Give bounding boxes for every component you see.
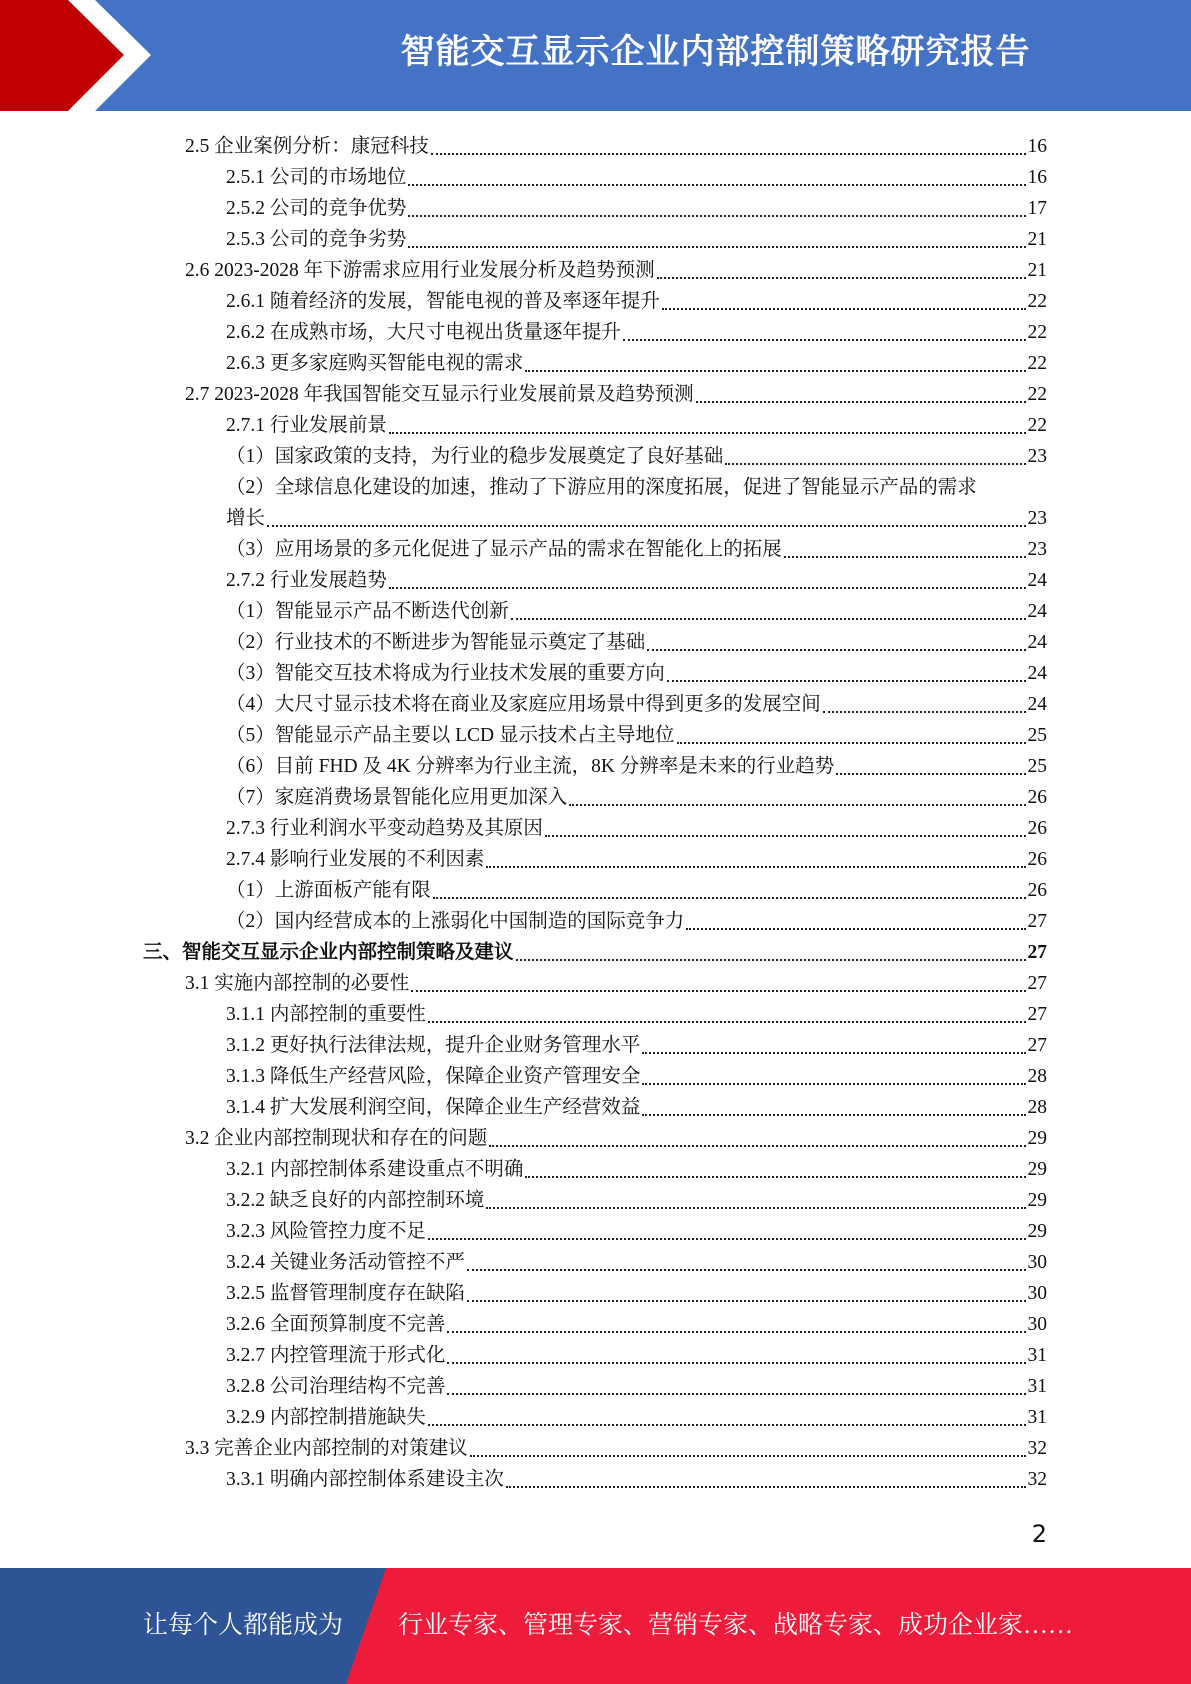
toc-entry-page: 26 — [1027, 787, 1047, 808]
toc-entry-page: 24 — [1027, 694, 1047, 715]
report-title: 智能交互显示企业内部控制策略研究报告 — [400, 32, 1031, 72]
toc-leader-dots — [516, 955, 1026, 961]
toc-entry[interactable] — [226, 1306, 1047, 1337]
toc-entry-page: 27 — [1027, 1004, 1047, 1025]
toc-entry[interactable] — [226, 407, 1047, 438]
toc-leader-dots — [428, 1234, 1026, 1240]
page-number: 2 — [1031, 1520, 1047, 1548]
toc-entry[interactable] — [226, 624, 1047, 655]
toc-entry-page: 25 — [1027, 725, 1047, 746]
toc-entry-title: 3.2.7 内控管理流于形式化 — [226, 1345, 446, 1366]
toc-entry-title: （2）行业技术的不断进步为智能显示奠定了基础 — [226, 632, 646, 653]
toc-entry[interactable] — [226, 190, 1047, 221]
toc-entry-title: 2.6.2 在成熟市场，大尺寸电视出货量逐年提升 — [226, 322, 621, 343]
toc-entry-page: 26 — [1027, 880, 1047, 901]
toc-entry[interactable] — [226, 872, 1047, 903]
toc-entry-title: （3）智能交互技术将成为行业技术发展的重要方向 — [226, 663, 665, 684]
toc-entry-page: 23 — [1027, 446, 1047, 467]
toc-leader-dots — [623, 335, 1026, 341]
toc-leader-dots — [428, 1017, 1026, 1023]
toc-entry-title: （7）家庭消费场景智能化应用更加深入 — [226, 787, 568, 808]
toc-entry-title: （6）目前 FHD 及 4K 分辨率为行业主流，8K 分辨率是未来的行业趋势 — [226, 756, 835, 777]
toc-leader-dots — [408, 211, 1025, 217]
toc-entry[interactable] — [226, 748, 1047, 779]
toc-leader-dots — [467, 1296, 1026, 1302]
toc-entry-title: （3）应用场景的多元化促进了显示产品的需求在智能化上的拓展 — [226, 539, 782, 560]
toc-leader-dots — [725, 459, 1025, 465]
toc-entry[interactable] — [185, 1430, 1047, 1461]
toc-leader-dots — [428, 1420, 1026, 1426]
toc-leader-dots — [447, 1389, 1025, 1395]
toc-entry-page: 29 — [1027, 1190, 1047, 1211]
toc-entry-title: 2.5.1 公司的市场地位 — [226, 167, 407, 188]
toc-leader-dots — [467, 1265, 1026, 1271]
toc-entry[interactable] — [226, 283, 1047, 314]
toc-entry-title: 2.6 2023-2028 年下游需求应用行业发展分析及趋势预测 — [185, 260, 655, 281]
toc-entry-title: 3.2.9 内部控制措施缺失 — [226, 1407, 426, 1428]
toc-leader-dots — [686, 924, 1025, 930]
toc-entry-title: 3.1.2 更好执行法律法规，提升企业财务管理水平 — [226, 1035, 641, 1056]
toc-leader-dots — [408, 180, 1025, 186]
toc-entry[interactable] — [226, 1244, 1047, 1275]
toc-entry-title: 2.5.2 公司的竞争优势 — [226, 198, 407, 219]
toc-entry-page: 29 — [1027, 1128, 1047, 1149]
toc-entry-page: 31 — [1027, 1376, 1047, 1397]
toc-entry-title: 2.5.3 公司的竞争劣势 — [226, 229, 407, 250]
toc-entry[interactable] — [226, 655, 1047, 686]
toc-leader-dots — [486, 1203, 1025, 1209]
toc-entry-page: 29 — [1027, 1221, 1047, 1242]
toc-entry-title: 增长 — [226, 508, 266, 529]
toc-entry-page: 29 — [1027, 1159, 1047, 1180]
toc-entry-page: 22 — [1027, 384, 1047, 405]
toc-leader-dots — [642, 1110, 1025, 1116]
toc-entry[interactable] — [226, 996, 1047, 1027]
toc-entry-page: 27 — [1027, 1035, 1047, 1056]
toc-leader-dots — [525, 366, 1025, 372]
toc-entry[interactable] — [226, 779, 1047, 810]
toc-entry-page: 26 — [1027, 818, 1047, 839]
toc-entry-title: 2.7.3 行业利润水平变动趋势及其原因 — [226, 818, 543, 839]
toc-entry-title: （1）国家政策的支持，为行业的稳步发展奠定了良好基础 — [226, 446, 724, 467]
toc-entry-title: 2.7.4 影响行业发展的不利因素 — [226, 849, 485, 870]
footer-slogan-left: 让每个人都能成为 — [143, 1612, 344, 1639]
toc-entry-title: 2.6.1 随着经济的发展，智能电视的普及率逐年提升 — [226, 291, 660, 312]
toc-entry[interactable] — [226, 221, 1047, 252]
toc-entry-title: 3.2.1 内部控制体系建设重点不明确 — [226, 1159, 524, 1180]
toc-entry[interactable] — [226, 1275, 1047, 1306]
toc-entry-page: 22 — [1027, 291, 1047, 312]
toc-entry-page: 21 — [1027, 260, 1047, 281]
toc-leader-dots — [647, 645, 1025, 651]
toc-entry-page: 24 — [1027, 601, 1047, 622]
page-footer — [0, 1568, 1191, 1684]
toc-leader-dots — [447, 1358, 1025, 1364]
toc-entry-title: 3.3.1 明确内部控制体系建设主次 — [226, 1469, 504, 1490]
toc-entry[interactable] — [185, 376, 1047, 407]
toc-entry[interactable] — [185, 965, 1047, 996]
toc-entry-page: 30 — [1027, 1283, 1047, 1304]
footer-slogan-right: 行业专家、管理专家、营销专家、战略专家、成功企业家…… — [398, 1612, 1074, 1639]
toc-entry-title: 3.2.8 公司治理结构不完善 — [226, 1376, 446, 1397]
toc-entry-page: 24 — [1027, 632, 1047, 653]
toc-entry-title: 3.2.4 关键业务活动管控不严 — [226, 1252, 465, 1273]
toc-leader-dots — [677, 738, 1026, 744]
toc-leader-dots — [267, 521, 1025, 527]
toc-entry[interactable] — [226, 1058, 1047, 1089]
toc-entry-page: 16 — [1027, 167, 1047, 188]
toc-leader-dots — [642, 1048, 1025, 1054]
toc-entry[interactable] — [185, 128, 1047, 159]
toc-leader-dots — [433, 893, 1026, 899]
toc-leader-dots — [389, 583, 1026, 589]
toc-entry-page: 30 — [1027, 1252, 1047, 1273]
toc-entry[interactable] — [226, 1368, 1047, 1399]
toc-leader-dots — [470, 1451, 1026, 1457]
toc-entry[interactable] — [226, 314, 1047, 345]
toc-entry[interactable] — [226, 1151, 1047, 1182]
toc-entry[interactable] — [226, 841, 1047, 872]
toc-entry-title: 2.7 2023-2028 年我国智能交互显示行业发展前景及趋势预测 — [185, 384, 694, 405]
toc-entry[interactable] — [226, 1027, 1047, 1058]
toc-entry-page: 27 — [1027, 911, 1047, 932]
toc-entry-title: 3.1.1 内部控制的重要性 — [226, 1004, 426, 1025]
toc-entry-wrapped-line[interactable] — [226, 469, 1047, 500]
toc-entry-title: 2.7.1 行业发展前景 — [226, 415, 387, 436]
toc-entry-title: （1）智能显示产品不断迭代创新 — [226, 601, 509, 622]
toc-entry[interactable] — [226, 810, 1047, 841]
toc-entry[interactable] — [226, 1399, 1047, 1430]
toc-entry-title: （5）智能显示产品主要以 LCD 显示技术占主导地位 — [226, 725, 675, 746]
toc-leader-dots — [657, 273, 1026, 279]
toc-leader-dots — [836, 769, 1025, 775]
toc-entry[interactable] — [226, 500, 1047, 531]
toc-leader-dots — [525, 1172, 1025, 1178]
page-header — [0, 0, 1191, 111]
toc-entry-title: 3.1.4 扩大发展利润空间，保障企业生产经营效益 — [226, 1097, 641, 1118]
toc-entry-page: 25 — [1027, 756, 1047, 777]
toc-entry[interactable] — [226, 1182, 1047, 1213]
toc-leader-dots — [389, 428, 1026, 434]
toc-entry[interactable] — [226, 1213, 1047, 1244]
toc-entry-page: 31 — [1027, 1345, 1047, 1366]
toc-entry-page: 22 — [1027, 415, 1047, 436]
toc-entry[interactable] — [226, 531, 1047, 562]
toc-leader-dots — [511, 614, 1026, 620]
toc-entry-page: 24 — [1027, 570, 1047, 591]
toc-entry[interactable] — [226, 903, 1047, 934]
toc-entry-title: 2.6.3 更多家庭购买智能电视的需求 — [226, 353, 524, 374]
toc-entry-title: 3.3 完善企业内部控制的对策建议 — [185, 1438, 468, 1459]
toc-leader-dots — [431, 149, 1026, 155]
toc-entry-title: 3.2.5 监督管理制度存在缺陷 — [226, 1283, 465, 1304]
toc-entry-title: 3.1.3 降低生产经营风险，保障企业资产管理安全 — [226, 1066, 641, 1087]
toc-entry-page: 26 — [1027, 849, 1047, 870]
toc-entry-title: 三、智能交互显示企业内部控制策略及建议 — [143, 942, 514, 963]
toc-entry-title: （4）大尺寸显示技术将在商业及家庭应用场景中得到更多的发展空间 — [226, 694, 821, 715]
toc-leader-dots — [662, 304, 1026, 310]
toc-entry-title: （1）上游面板产能有限 — [226, 880, 431, 901]
toc-leader-dots — [569, 800, 1025, 806]
toc-entry-page: 32 — [1027, 1438, 1047, 1459]
toc-entry[interactable] — [226, 593, 1047, 624]
toc-entry-title: 3.1 实施内部控制的必要性 — [185, 973, 410, 994]
toc-entry-title: 2.7.2 行业发展趋势 — [226, 570, 387, 591]
toc-leader-dots — [506, 1482, 1026, 1488]
toc-entry[interactable] — [226, 686, 1047, 717]
toc-leader-dots — [486, 862, 1025, 868]
toc-entry[interactable] — [226, 1461, 1047, 1492]
toc-entry[interactable] — [185, 1120, 1047, 1151]
toc-leader-dots — [642, 1079, 1025, 1085]
toc-entry-page: 24 — [1027, 663, 1047, 684]
toc-entry-title: 3.2.3 风险管控力度不足 — [226, 1221, 426, 1242]
toc-entry-page: 22 — [1027, 322, 1047, 343]
toc-entry-page: 23 — [1027, 539, 1047, 560]
toc-leader-dots — [784, 552, 1026, 558]
toc-entry[interactable] — [185, 252, 1047, 283]
toc-entry-page: 23 — [1027, 508, 1047, 529]
toc-leader-dots — [408, 242, 1025, 248]
toc-entry-page: 27 — [1027, 973, 1047, 994]
toc-entry-title: 2.5 企业案例分析：康冠科技 — [185, 136, 429, 157]
toc-entry[interactable] — [226, 345, 1047, 376]
toc-entry-page: 22 — [1027, 353, 1047, 374]
toc-entry-title: （2）国内经营成本的上涨弱化中国制造的国际竞争力 — [226, 911, 685, 932]
toc-entry-page: 32 — [1027, 1469, 1047, 1490]
toc-entry-page: 17 — [1027, 198, 1047, 219]
toc-entry[interactable] — [226, 1337, 1047, 1368]
toc-leader-dots — [545, 831, 1026, 837]
toc-chapter-entry[interactable] — [143, 934, 1047, 965]
toc-entry-page: 30 — [1027, 1314, 1047, 1335]
toc-entry-page: 21 — [1027, 229, 1047, 250]
toc-entry-page: 16 — [1027, 136, 1047, 157]
toc-entry[interactable] — [226, 159, 1047, 190]
toc-leader-dots — [489, 1141, 1025, 1147]
toc-entry-title: （2）全球信息化建设的加速，推动了下游应用的深度拓展，促进了智能显示产品的需求 — [226, 477, 977, 498]
toc-entry-title: 3.2.2 缺乏良好的内部控制环境 — [226, 1190, 485, 1211]
toc-entry-page: 28 — [1027, 1066, 1047, 1087]
toc-leader-dots — [667, 676, 1026, 682]
toc-entry[interactable] — [226, 717, 1047, 748]
toc-entry-page: 27 — [1027, 942, 1047, 963]
toc-entry-title: 3.2 企业内部控制现状和存在的问题 — [185, 1128, 488, 1149]
toc-entry-title: 3.2.6 全面预算制度不完善 — [226, 1314, 446, 1335]
toc-leader-dots — [696, 397, 1026, 403]
toc-entry-page: 31 — [1027, 1407, 1047, 1428]
toc-entry[interactable] — [226, 438, 1047, 469]
toc-leader-dots — [447, 1327, 1025, 1333]
toc-leader-dots — [411, 986, 1025, 992]
toc-entry-page: 28 — [1027, 1097, 1047, 1118]
toc-entry[interactable] — [226, 562, 1047, 593]
toc-entry[interactable] — [226, 1089, 1047, 1120]
toc-leader-dots — [823, 707, 1026, 713]
